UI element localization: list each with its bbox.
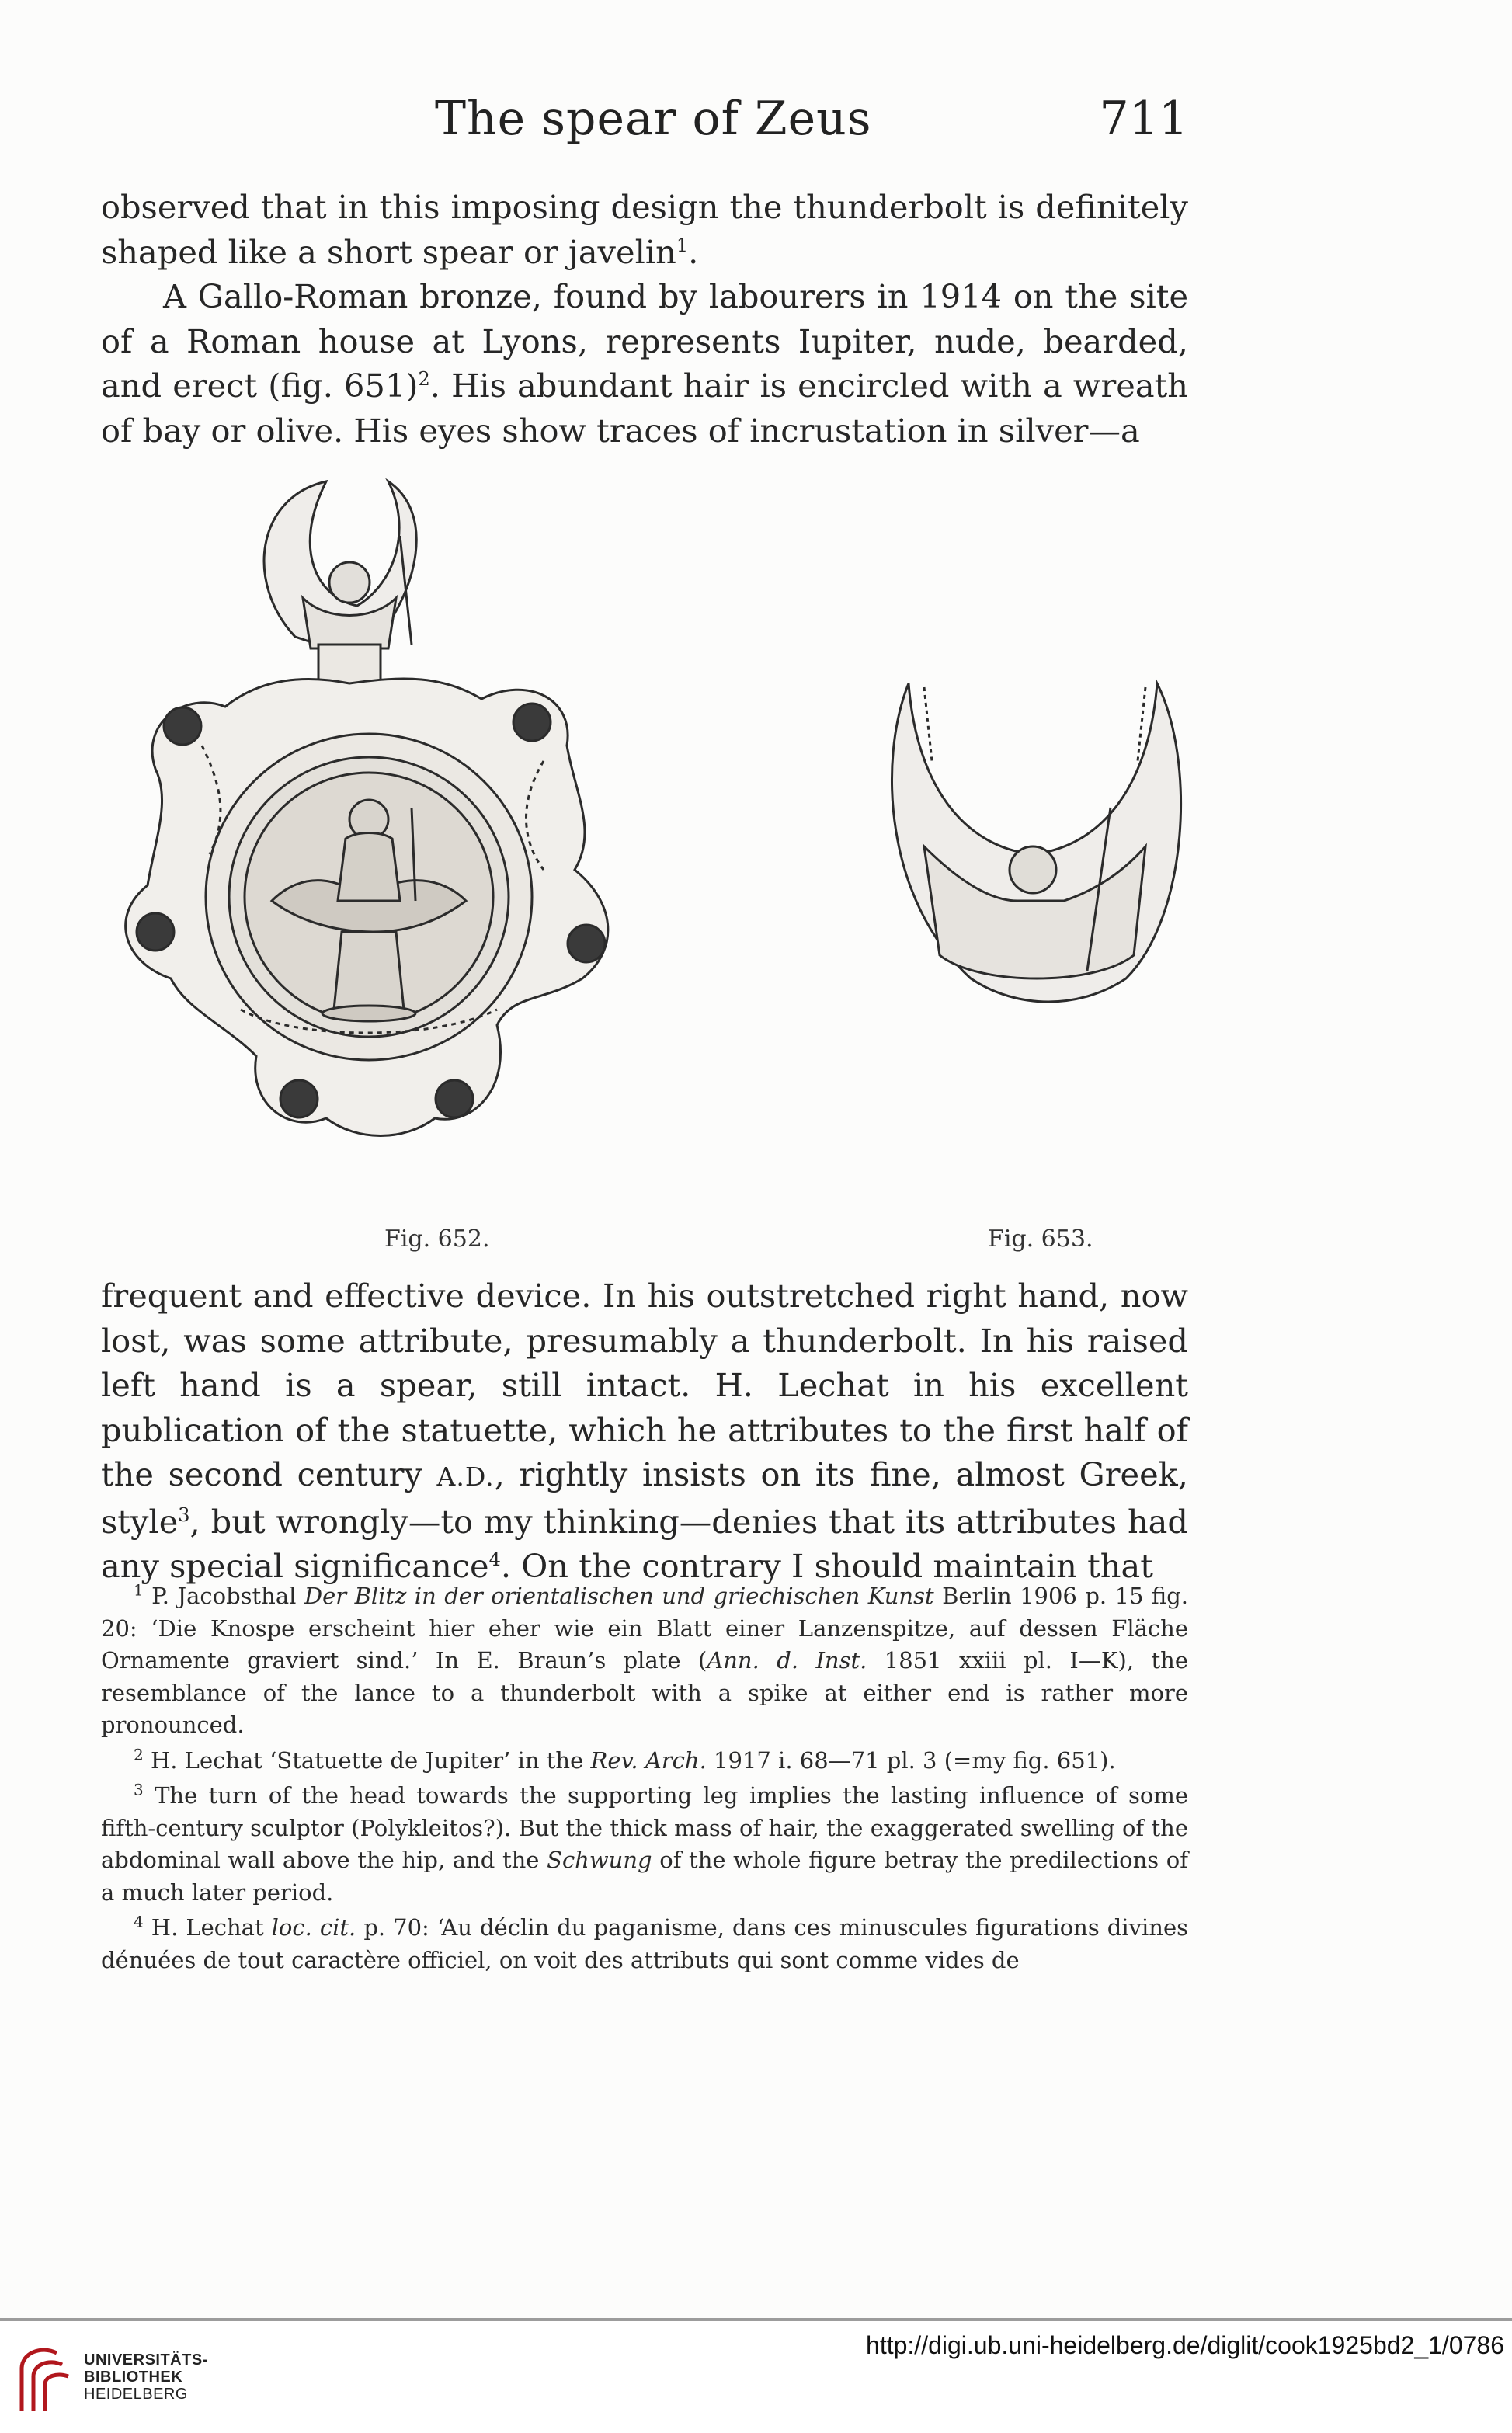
text-run: The turn of the head towards the supporting leg implies the lasting influence of some fifth-century sculptor (Polykleitos?). But the thick mass of hair, the exaggerated swelling of the abdominal wall above the hip, and the	[101, 1782, 1189, 1873]
footnote-number: 1	[134, 1580, 144, 1600]
text-run: loc. cit.	[271, 1914, 356, 1941]
footnote-number: 4	[134, 1912, 144, 1931]
text-run: observed that in this imposing design the thunderbolt is definitely shaped like a short spear or javelin	[101, 188, 1188, 271]
text-run: 1851 xxiii pl. I—K), the resemblance of the lance to a thunderbolt with a spike at either end is rather more pronounced.	[101, 1647, 1188, 1738]
figure-caption-653: Fig. 653.	[988, 1225, 1093, 1253]
footnote-3	[101, 1780, 1188, 1909]
source-url-link[interactable]: http://digi.ub.uni-heidelberg.de/diglit/cook1925bd2_1/0786	[866, 2331, 1504, 2359]
library-name-line: BIBLIOTHEK	[84, 2369, 183, 2386]
body-text-upper	[101, 185, 1188, 453]
library-name-line: HEIDELBERG	[84, 2386, 188, 2403]
text-run: P. Jacobsthal	[151, 1583, 304, 1609]
figure-caption-652: Fig. 652.	[384, 1225, 490, 1253]
text-run: A Gallo-Roman bronze, found by labourers in 1914 on the site of a Roman house at Lyons, represents Iupiter, nude, bearded, and erect (fig. 651)	[101, 277, 1188, 405]
footnote-ref: 3	[178, 1503, 190, 1526]
text-run: Berlin 1906 p. 15 fig. 20: ‘Die Knospe erscheint hier eher wie ein Blatt einer Lanzenspitze, auf dessen Fläche Ornamente graviert sind.’ In E. Braun’s plate (	[101, 1583, 1188, 1674]
text-run: Ann. d. Inst.	[707, 1647, 867, 1674]
footnote-4	[101, 1912, 1188, 1976]
running-title: The spear of Zeus	[435, 92, 872, 146]
text-run: , rightly insists on its fine, almost Greek, style	[101, 1455, 1188, 1541]
footnote-2	[101, 1745, 1188, 1778]
text-run: , but wrongly—to my thinking—denies that its attributes had any special significance	[101, 1502, 1188, 1585]
footer-divider	[0, 2318, 1512, 2321]
figure-652-lamp-illustration	[109, 466, 761, 1227]
text-run: p. 70: ‘Au déclin du paganisme, dans ces minuscules figurations divines dénuées de tout caractère officiel, on voit des attributs qui sont comme vides de	[101, 1914, 1188, 1973]
footnote-ref: 2	[418, 368, 430, 391]
text-run: Schwung	[547, 1847, 652, 1873]
text-run: . His abundant hair is encircled with a wreath of bay or olive. His eyes show traces of incrustation in silver—a	[101, 367, 1188, 450]
footnote-number: 3	[134, 1780, 144, 1799]
page-number: 711	[1099, 92, 1188, 146]
footnote-number: 2	[134, 1744, 144, 1764]
footnotes	[101, 1580, 1188, 1979]
text-run: Der Blitz in der orientalischen und griechischen Kunst	[304, 1583, 934, 1609]
text-run: H. Lechat	[151, 1914, 272, 1941]
footnote-ref: 4	[488, 1548, 501, 1571]
footnote-ref: 1	[676, 234, 689, 256]
paragraph	[101, 185, 1188, 274]
text-run: A.D.	[436, 1462, 495, 1492]
text-run: 1917 i. 68—71 pl. 3 (=my fig. 651).	[706, 1747, 1116, 1774]
footnote-1	[101, 1580, 1188, 1742]
text-run: H. Lechat ‘Statuette de Jupiter’ in the	[150, 1747, 591, 1774]
paragraph	[101, 274, 1188, 453]
library-logo-icon[interactable]	[14, 2341, 76, 2419]
text-run: .	[688, 232, 699, 271]
text-run: Rev. Arch.	[590, 1747, 707, 1774]
running-head	[101, 92, 1188, 154]
text-run: of the whole figure betray the predilections of a much later period.	[101, 1847, 1188, 1906]
library-name	[84, 2351, 208, 2403]
text-run: . On the contrary I should maintain that	[500, 1547, 1153, 1585]
paragraph	[101, 1274, 1188, 1589]
library-name-line: UNIVERSITÄTS-	[84, 2351, 208, 2369]
body-text-lower	[101, 1274, 1188, 1589]
text-run: frequent and effective device. In his outstretched right hand, now lost, was some attribute, presumably a thunderbolt. In his raised left hand is a spear, still intact. H. Lechat in his excellent publication of the statuette, which he attributes to the first half of the second century	[101, 1277, 1188, 1493]
figure-653-crescent-illustration	[878, 668, 1188, 1017]
